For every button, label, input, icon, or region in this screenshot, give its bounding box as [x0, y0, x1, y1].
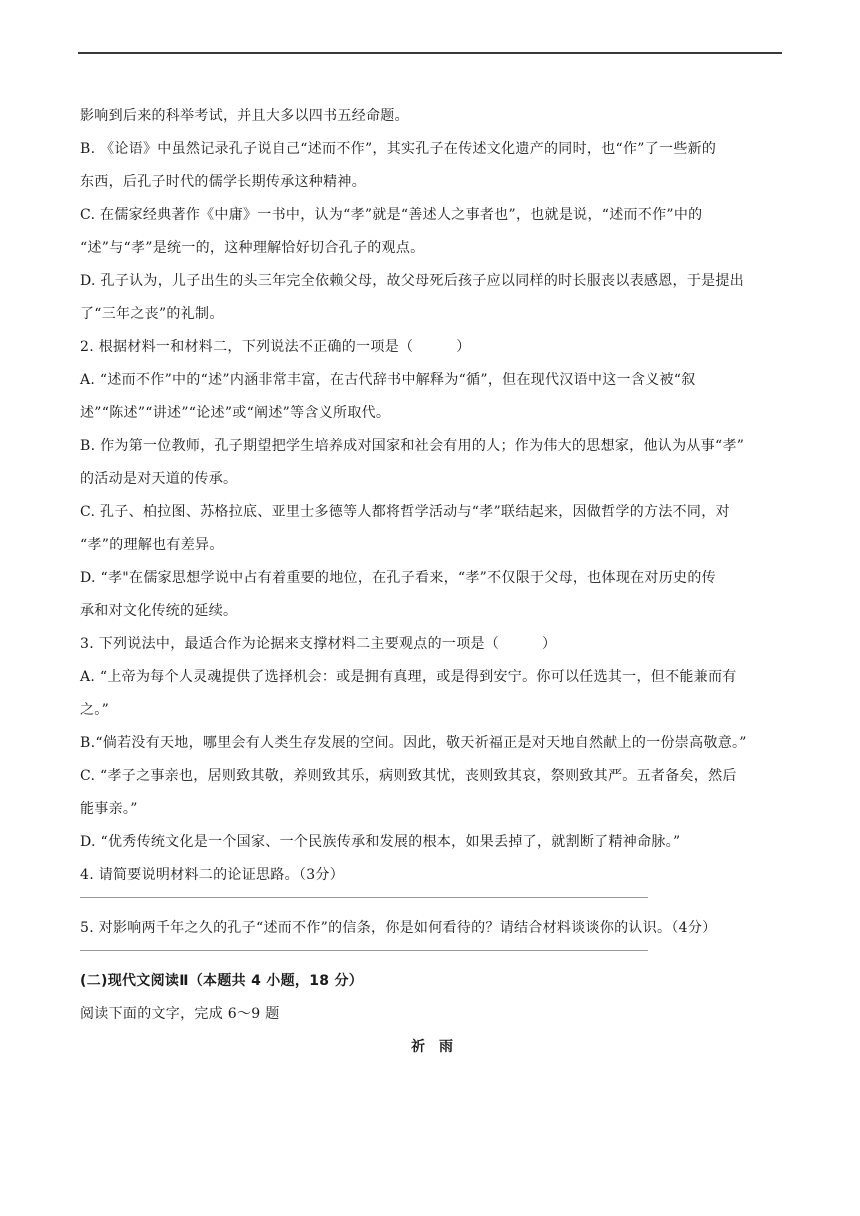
text-line: 之。” [80, 702, 110, 718]
reading-title: 祈雨 [411, 1039, 467, 1055]
text-line: 的活动是对天道的传承。 [80, 471, 238, 487]
page-content [80, 108, 784, 1072]
question-2: 2. 根据材料一和材料二，下列说法不正确的一项是（ ） [80, 339, 471, 355]
option-a-line: A. “上帝为每个人灵魂提供了选择机会：或是拥有真理，或是得到安宁。你可以任选其一，但不能兼而有 [80, 669, 737, 685]
option-d-line: D. 孔子认为，儿子出生的头三年完全依赖父母，故父母死后孩子应以同样的时长服丧以表感恩，于是提出 [80, 273, 745, 289]
text-line: 了“三年之丧”的礼制。 [80, 306, 224, 322]
question-5: 5. 对影响两千年之久的孔子“述而不作”的信条，你是如何看待的？请结合材料谈谈你的认识。（4分） [80, 920, 717, 936]
text-line: “述”与“孝”是统一的，这种理解恰好切合孔子的观点。 [80, 240, 425, 256]
section-title: (二)现代文阅读Ⅱ（本题共 4 小题，18 分） [80, 973, 364, 989]
question-4: 4. 请简要说明材料二的论证思路。（3分） [80, 867, 345, 883]
option-d-line: D. “优秀传统文化是一个国家、一个民族传承和发展的根本，如果丢掉了，就割断了精神命脉。” [80, 834, 681, 850]
answer-line-q4[interactable] [80, 897, 648, 898]
option-b-line: B. 《论语》中虽然记录孔子说自己“述而不作”，其实孔子在传述文化遗产的同时，也“作”了一些新的 [80, 141, 717, 157]
option-c-line: C. 孔子、柏拉图、苏格拉底、亚里士多德等人都将哲学活动与“孝”联结起来，因做哲学的方法不同，对 [80, 504, 730, 520]
option-d-line: D. “孝"在儒家思想学说中占有着重要的地位，在孔子看来，“孝”不仅限于父母，也体现在对历史的传 [80, 570, 716, 586]
text-line: 东西，后孔子时代的儒学长期传承这种精神。 [80, 174, 366, 190]
option-c-line: C. 在儒家经典著作《中庸》一书中，认为“孝”就是“善述人之事者也”，也就是说，“述而不作”中的 [80, 207, 703, 223]
option-c-line: C. “孝子之事亲也，居则致其敬，养则致其乐，病则致其忧，丧则致其哀，祭则致其严。五者备矣，然后 [80, 768, 737, 784]
text-line: 述”“陈述”“讲述”“论述”或“阐述”等含义所取代。 [80, 405, 391, 421]
text-line: 影响到后来的科举考试，并且大多以四书五经命题。 [80, 108, 409, 124]
text-line: 承和对文化传统的延续。 [80, 603, 238, 619]
header-rule [78, 52, 782, 54]
option-b-line: B. 作为第一位教师，孔子期望把学生培养成对国家和社会有用的人；作为伟大的思想家，他认为从事“孝” [80, 438, 745, 454]
answer-line-q5[interactable] [80, 950, 648, 951]
text-line: 能事亲。” [80, 801, 138, 817]
reading-instruction: 阅读下面的文字，完成 6～9 题 [80, 1006, 280, 1022]
option-b-line: B.“倘若没有天地，哪里会有人类生存发展的空间。因此，敬天祈福正是对天地自然献上的一份崇高敬意。” [80, 735, 747, 751]
question-3: 3. 下列说法中，最适合作为论据来支撑材料二主要观点的一项是（ ） [80, 636, 557, 652]
option-a-line: A. “述而不作”中的“述”内涵非常丰富，在古代辞书中解释为“循”，但在现代汉语中这一含义被“叙 [80, 372, 696, 388]
text-line: “孝”的理解也有差异。 [80, 537, 224, 553]
